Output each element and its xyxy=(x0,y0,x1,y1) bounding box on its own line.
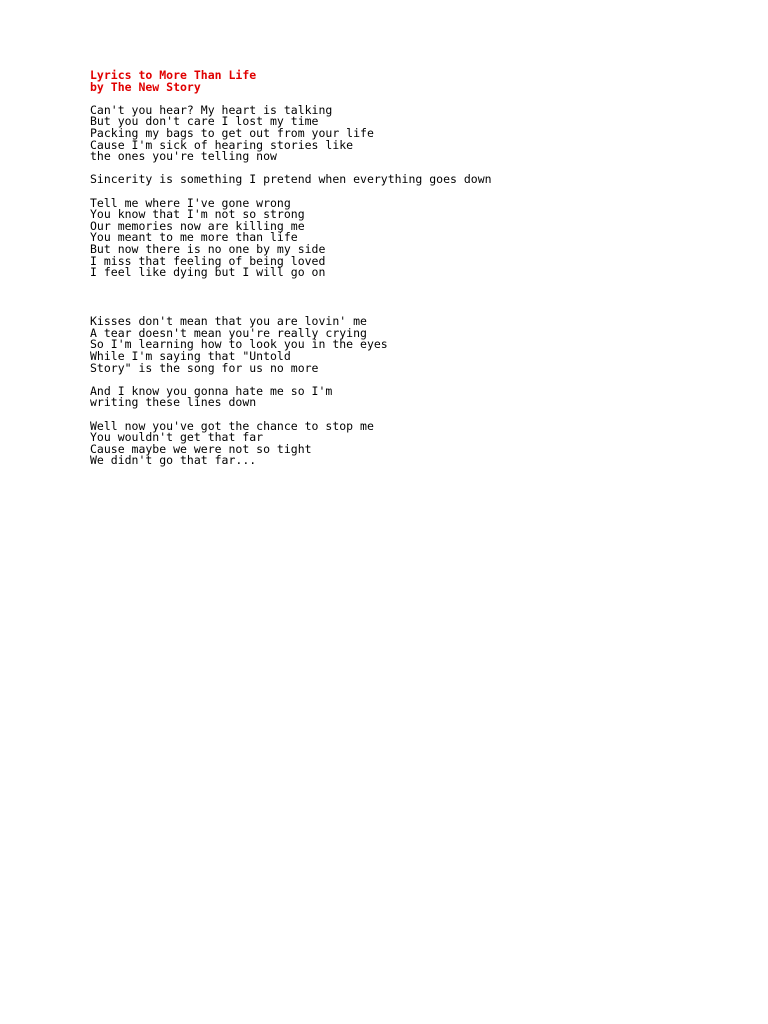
song-title: Lyrics to More Than Life xyxy=(90,68,257,82)
lyric-line: Packing my bags to get out from your life xyxy=(90,125,374,140)
lyric-line: I feel like dying but I will go on xyxy=(90,265,326,280)
stanza-3 xyxy=(90,195,730,280)
stanza-1 xyxy=(90,102,730,164)
lyric-line: Our memories now are killing me xyxy=(90,218,305,233)
lyric-line: Sincerity is something I pretend when everything goes down xyxy=(90,172,492,187)
stanza-4 xyxy=(90,316,730,374)
lyric-line: So I'm learning how to look you in the eyes xyxy=(90,337,388,352)
lyric-line: You wouldn't get that far xyxy=(90,430,264,445)
lyric-line: Cause maybe we were not so tight xyxy=(90,441,312,456)
stanza-2 xyxy=(90,174,730,186)
lyric-line: Kisses don't mean that you are lovin' me xyxy=(90,314,367,329)
lyric-line: And I know you gonna hate me so I'm xyxy=(90,383,333,398)
lyric-line: the ones you're telling now xyxy=(90,149,277,164)
lyric-line: But you don't care I lost my time xyxy=(90,114,319,129)
lyric-line: Cause I'm sick of hearing stories like xyxy=(90,137,354,152)
stanza-5 xyxy=(90,383,730,410)
lyric-line: You meant to me more than life xyxy=(90,230,298,245)
stanza-6 xyxy=(90,418,730,468)
lyric-line: But now there is no one by my side xyxy=(90,241,326,256)
lyric-line: Well now you've got the chance to stop me xyxy=(90,418,374,433)
lyric-line: Tell me where I've gone wrong xyxy=(90,195,291,210)
lyric-line: Story" is the song for us no more xyxy=(90,360,319,375)
song-artist: by The New Story xyxy=(90,79,201,94)
lyric-line: Can't you hear? My heart is talking xyxy=(90,102,333,117)
lyrics-document xyxy=(90,70,730,467)
lyric-line: A tear doesn't mean you're really crying xyxy=(90,325,367,340)
lyric-line: I miss that feeling of being loved xyxy=(90,253,326,268)
lyric-line: We didn't go that far... xyxy=(90,453,257,468)
lyric-line: writing these lines down xyxy=(90,395,257,410)
lyric-line: While I'm saying that "Untold xyxy=(90,349,291,364)
lyric-line: You know that I'm not so strong xyxy=(90,207,305,222)
